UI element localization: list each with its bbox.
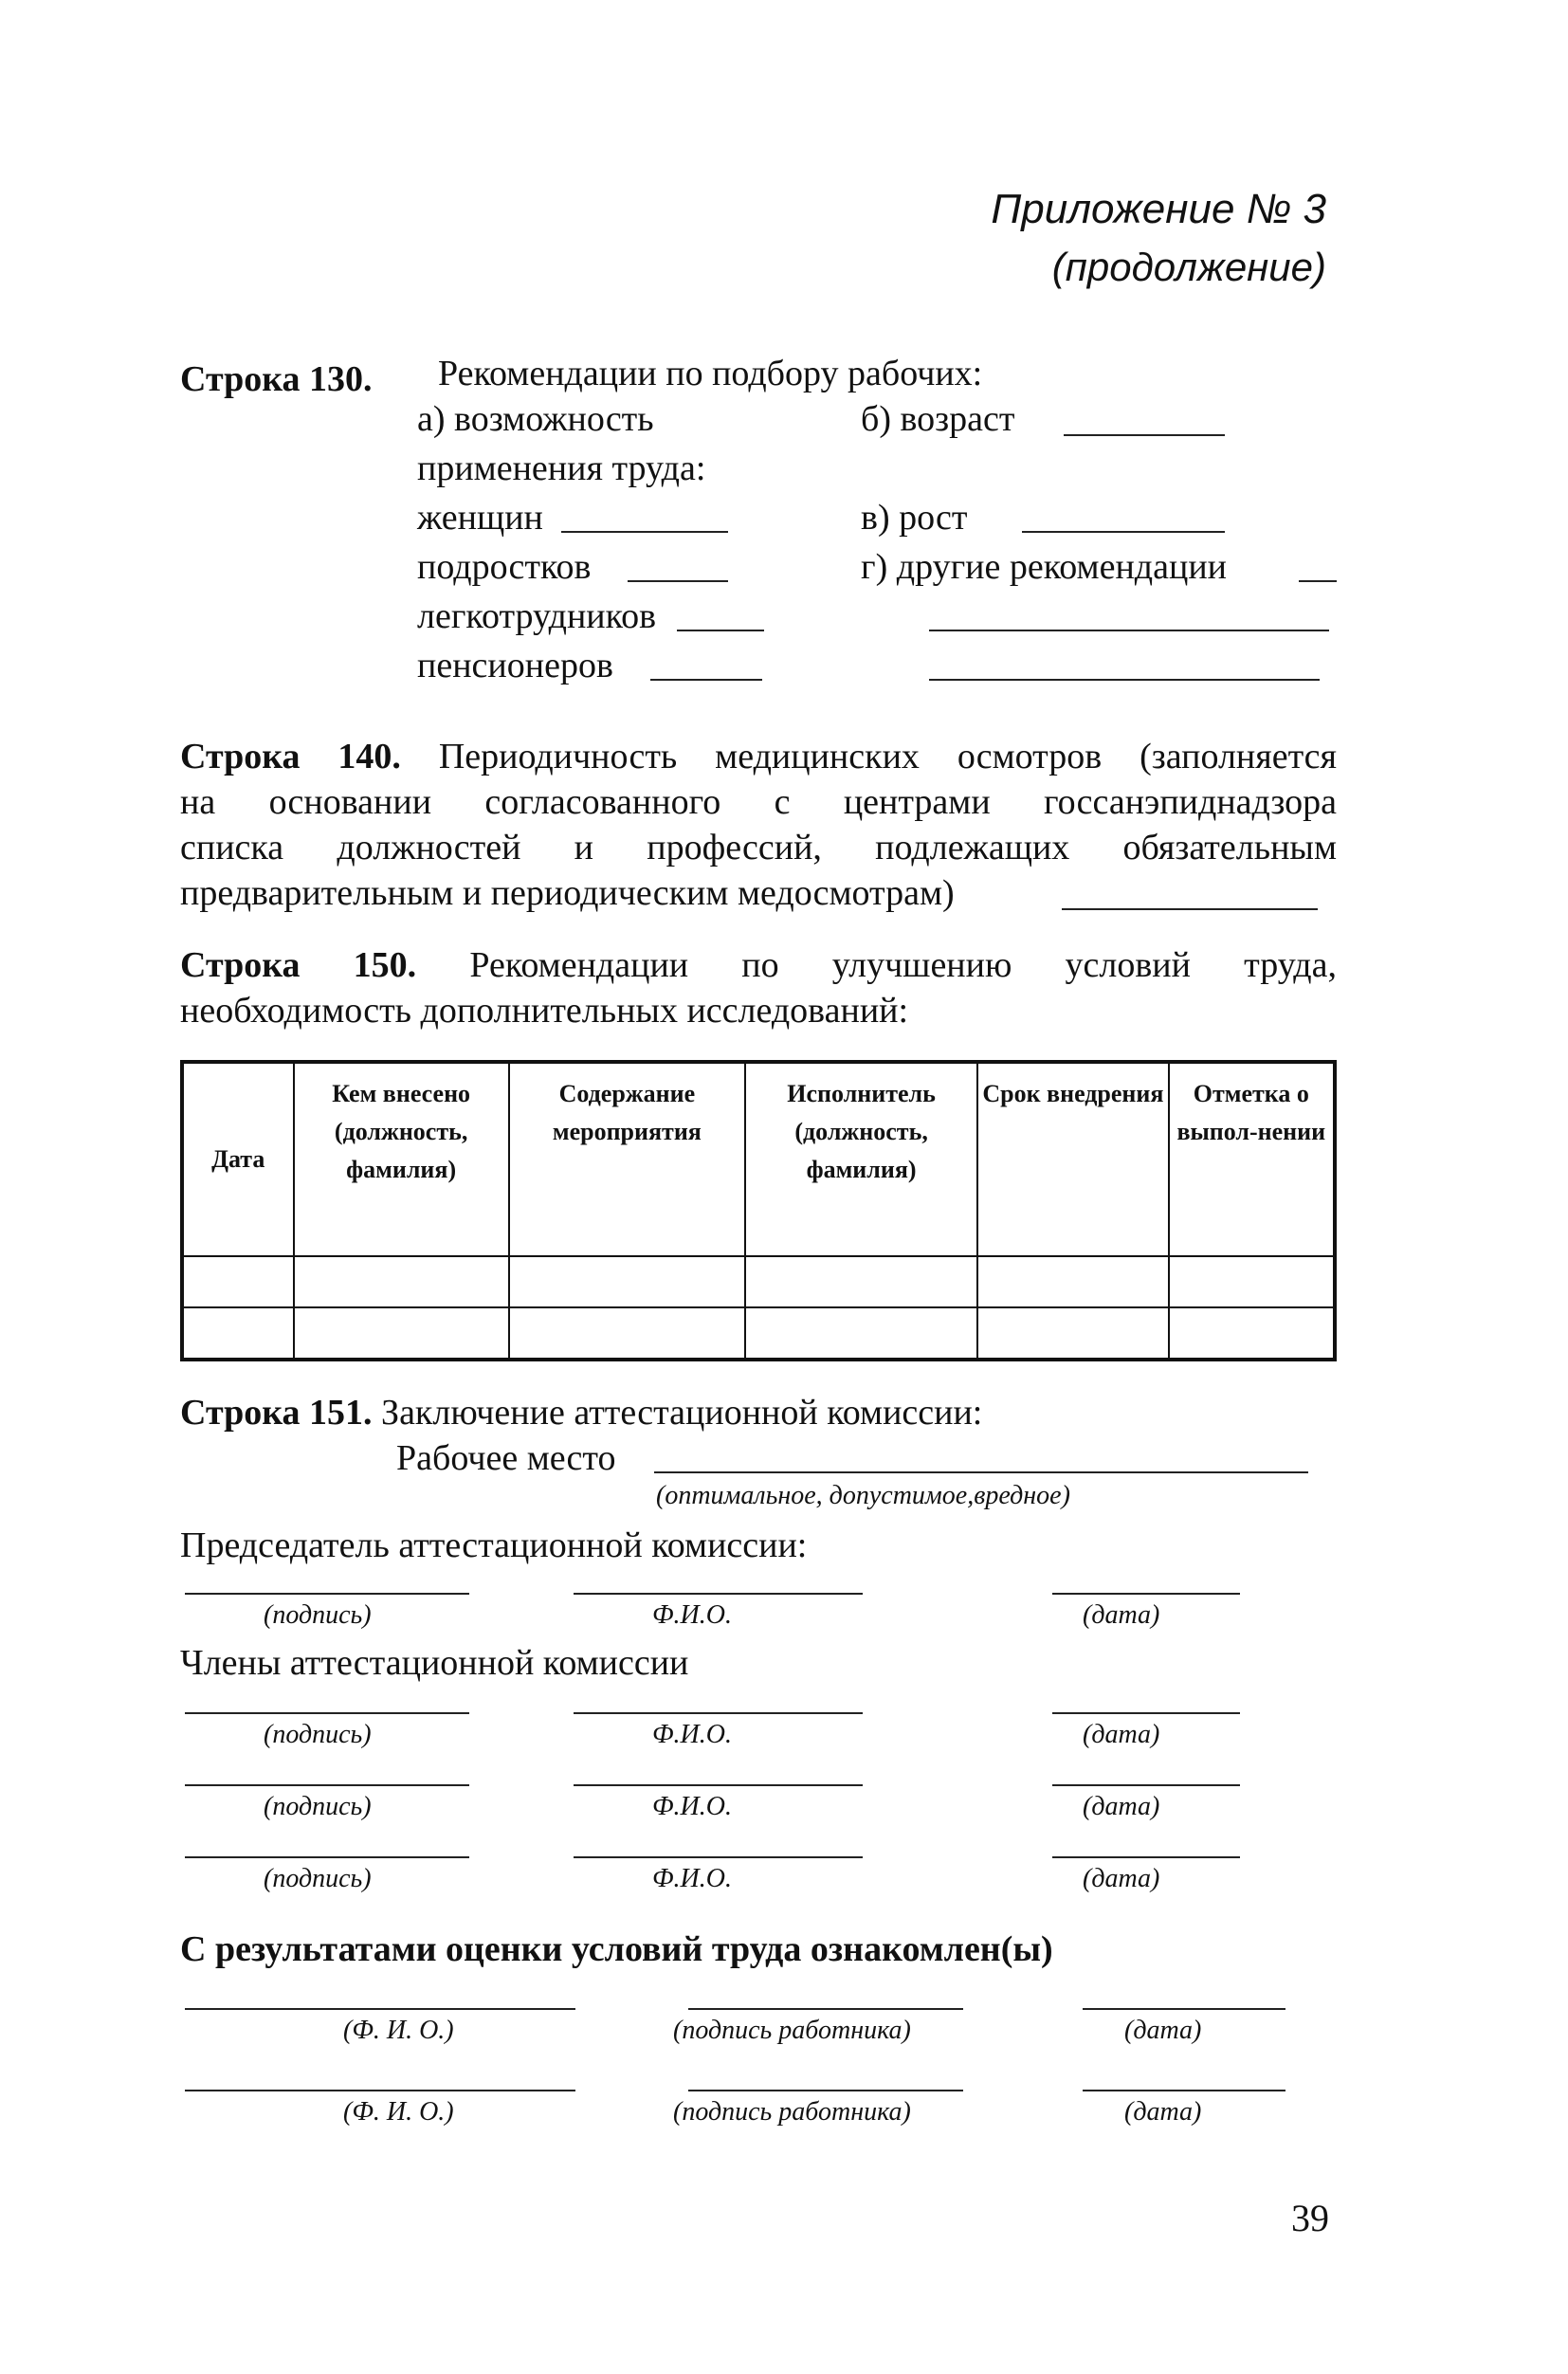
- row140-line4: предварительным и периодическим медосмотрам): [180, 873, 955, 913]
- appendix-title: Приложение № 3: [991, 186, 1326, 232]
- row151-title: Заключение аттестационной комиссии:: [381, 1393, 983, 1433]
- member1-sig-caption: (подпись): [264, 1720, 372, 1749]
- page-number: 39: [1291, 2197, 1329, 2239]
- chairman-fio-caption: Ф.И.О.: [652, 1600, 732, 1630]
- row130-option-a: а) возможность: [417, 399, 654, 439]
- acquaint2-sig-caption: (подпись работника): [673, 2097, 911, 2127]
- row150-line1: Рекомендации по улучшению условий труда,: [469, 945, 1338, 985]
- workplace-label: Рабочее место: [396, 1438, 616, 1478]
- acquaint2-fio-caption: (Ф. И. О.): [343, 2097, 454, 2127]
- chairman-sig-caption: (подпись): [264, 1600, 372, 1630]
- appendix-continuation: (продолжение): [1051, 245, 1326, 289]
- row150-label: Строка 150.: [180, 945, 417, 985]
- col-completion: Отметка о выпол-нении: [1169, 1062, 1335, 1256]
- acquaint1-sig-caption: (подпись работника): [673, 2016, 911, 2045]
- row130-teens: подростков: [417, 547, 592, 587]
- row140-line1: Периодичность медицинских осмотров (заполняется: [438, 737, 1338, 776]
- row130-title: Рекомендации по подбору рабочих:: [438, 354, 983, 393]
- member2-fio-caption: Ф.И.О.: [652, 1792, 732, 1821]
- member1-fio-caption: Ф.И.О.: [652, 1720, 732, 1749]
- workplace-hint: (оптимальное, допустимое,вредное): [656, 1481, 1070, 1510]
- col-content: Содержание мероприятия: [509, 1062, 745, 1256]
- row130-option-g: г) другие рекомендации: [861, 547, 1227, 587]
- row130-pensioners: пенсионеров: [417, 646, 613, 685]
- member2-date-caption: (дата): [1083, 1792, 1160, 1821]
- col-deadline: Срок внедрения: [977, 1062, 1168, 1256]
- member1-date-caption: (дата): [1083, 1720, 1160, 1749]
- row150-line2: необходимость дополнительных исследований:: [180, 991, 909, 1031]
- row130-option-v: в) рост: [861, 498, 968, 538]
- member3-fio-caption: Ф.И.О.: [652, 1864, 732, 1893]
- row151-label: Строка 151.: [180, 1393, 373, 1433]
- chairman-date-caption: (дата): [1083, 1600, 1160, 1630]
- acquaint2-date-caption: (дата): [1124, 2097, 1202, 2127]
- member3-sig-caption: (подпись): [264, 1864, 372, 1893]
- chairman-label: Председатель аттестационной комиссии:: [180, 1525, 808, 1565]
- row130-option-b: б) возраст: [861, 399, 1015, 439]
- col-executor: Исполнитель (должность, фамилия): [745, 1062, 977, 1256]
- member3-date-caption: (дата): [1083, 1864, 1160, 1893]
- row130-option-a2: применения труда:: [417, 448, 706, 488]
- col-entered-by: Кем внесено (должность, фамилия): [294, 1062, 509, 1256]
- row140-line3: списка должностей и профессий, подлежащих обязательным: [180, 828, 1337, 867]
- row130-light: легкотрудников: [417, 596, 657, 636]
- row130-women: женщин: [417, 498, 543, 538]
- acquaint1-date-caption: (дата): [1124, 2016, 1202, 2045]
- table-header-row: [182, 1062, 1335, 1256]
- row130-label: Строка 130.: [180, 359, 373, 399]
- member2-sig-caption: (подпись): [264, 1792, 372, 1821]
- acquaint1-fio-caption: (Ф. И. О.): [343, 2016, 454, 2045]
- recommendations-table: [180, 1060, 1337, 1361]
- acquaint-title: С результатами оценки условий труда ознакомлен(ы): [180, 1929, 1053, 1969]
- row140-line2: на основании согласованного с центрами госсанэпиднадзора: [180, 782, 1337, 822]
- row140-label: Строка 140.: [180, 737, 401, 776]
- table-row: [182, 1307, 1335, 1360]
- col-date: Дата: [182, 1062, 294, 1256]
- table-row: [182, 1256, 1335, 1307]
- members-label: Члены аттестационной комиссии: [180, 1643, 689, 1683]
